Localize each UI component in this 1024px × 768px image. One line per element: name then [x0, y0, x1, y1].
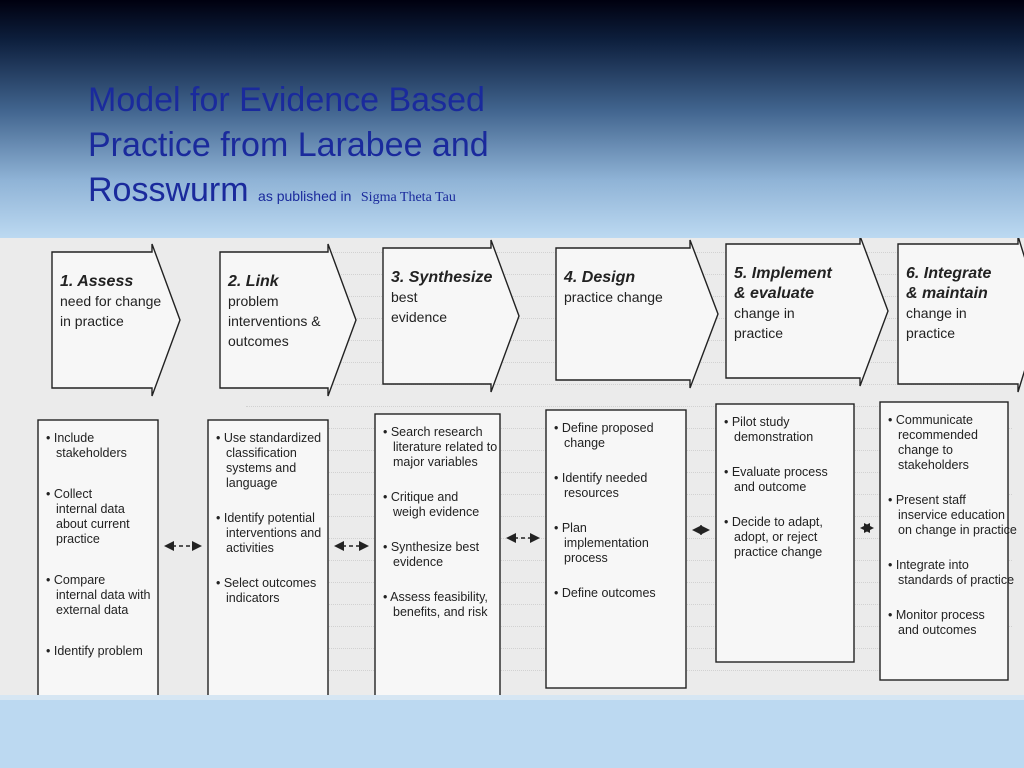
- step-1-item-text: internal data with: [56, 588, 151, 602]
- step-4-item-text: • Define proposed: [554, 421, 654, 435]
- step-title-6: 6. Integrate: [906, 265, 992, 282]
- title-line-1: Model for Evidence Based: [88, 81, 485, 119]
- step-3-item-text: literature related to: [393, 440, 498, 454]
- step-6-item-text: inservice education: [898, 508, 1006, 522]
- step-desc-2: outcomes: [228, 333, 289, 349]
- step-desc-6: change in: [906, 305, 967, 321]
- step-3-item-text: evidence: [393, 555, 444, 569]
- step-2-item-text: activities: [226, 541, 274, 555]
- step-desc-5: practice: [734, 325, 784, 341]
- connector-left-arrowhead: [164, 541, 174, 551]
- step-6-item-text: • Communicate: [888, 413, 973, 427]
- step-desc-3: evidence: [391, 309, 448, 325]
- step-3-item-text: weigh evidence: [393, 505, 480, 519]
- step-desc-1: in practice: [60, 313, 124, 329]
- connector-left-arrowhead: [506, 533, 516, 543]
- step-desc-4: practice change: [564, 289, 663, 305]
- connector-left-arrowhead: [334, 541, 344, 551]
- step-3-item-text: • Synthesize best: [383, 540, 480, 554]
- step-5-item-text: practice change: [734, 545, 823, 559]
- step-1-item-text: • Compare: [46, 573, 106, 587]
- step-title-1: 1. Assess: [60, 273, 134, 290]
- step-desc-2: interventions &: [228, 313, 321, 329]
- step-6-item-text: • Monitor process: [888, 608, 985, 622]
- step-2-item-text: classification: [226, 446, 297, 460]
- ebp-model-diagram: [0, 238, 1024, 700]
- connector-right-arrowhead: [359, 541, 369, 551]
- title-as-published: as published in: [258, 188, 352, 204]
- step-desc-1: need for change: [60, 293, 162, 309]
- step-1-item-text: • Collect: [46, 487, 93, 501]
- step-desc-2: problem: [228, 293, 279, 309]
- step-3-item-text: • Critique and: [383, 490, 459, 504]
- step-4-item-text: resources: [564, 486, 619, 500]
- step-4-item-text: process: [564, 551, 608, 565]
- step-3-item-text: major variables: [393, 455, 478, 469]
- step-1-item-text: external data: [56, 603, 129, 617]
- step-title-line2-5: & evaluate: [734, 285, 815, 302]
- step-1-item-text: stakeholders: [56, 446, 127, 460]
- step-4-item-text: • Define outcomes: [554, 586, 656, 600]
- step-6-item-text: on change in practice: [898, 523, 1017, 537]
- step-6-item-text: change to: [898, 443, 953, 457]
- step-6-item-text: recommended: [898, 428, 978, 442]
- step-2-item-text: indicators: [226, 591, 280, 605]
- step-desc-5: change in: [734, 305, 795, 321]
- connector-right-arrowhead: [700, 525, 710, 535]
- step-2-item-text: language: [226, 476, 278, 490]
- step-title-5: 5. Implement: [734, 265, 832, 282]
- title-line-2: Practice from Larabee and: [88, 126, 489, 164]
- step-2-item-text: • Use standardized: [216, 431, 322, 445]
- step-1-item-text: practice: [56, 532, 100, 546]
- step-6-item-text: • Present staff: [888, 493, 966, 507]
- step-5-item-text: demonstration: [734, 430, 814, 444]
- step-3-item-text: • Search research: [383, 425, 483, 439]
- step-3-item-text: benefits, and risk: [393, 605, 488, 619]
- step-title-3: 3. Synthesize: [391, 269, 493, 286]
- step-3-item-text: • Assess feasibility,: [383, 590, 488, 604]
- step-desc-3: best: [391, 289, 418, 305]
- step-2-item-text: interventions and: [226, 526, 322, 540]
- step-4-item-text: • Plan: [554, 521, 587, 535]
- connector-right-arrowhead: [192, 541, 202, 551]
- step-arrow-4: [556, 240, 718, 388]
- step-2-item-text: • Identify potential: [216, 511, 315, 525]
- scanned-figure: [0, 238, 1024, 700]
- step-1-item-text: internal data: [56, 502, 125, 516]
- step-2-item-text: systems and: [226, 461, 297, 475]
- step-6-item-text: stakeholders: [898, 458, 969, 472]
- step-5-item-text: • Pilot study: [724, 415, 790, 429]
- step-5-item-text: adopt, or reject: [734, 530, 818, 544]
- step-6-item-text: standards of practice: [898, 573, 1015, 587]
- step-2-item-text: • Select outcomes: [216, 576, 317, 590]
- step-6-item-text: • Integrate into: [888, 558, 969, 572]
- step-6-item-text: and outcomes: [898, 623, 977, 637]
- step-4-item-text: implementation: [564, 536, 649, 550]
- connector-right-arrowhead: [530, 533, 540, 543]
- step-title-4: 4. Design: [564, 269, 636, 286]
- step-4-item-text: • Identify needed: [554, 471, 648, 485]
- slide-footer-band: [0, 700, 1024, 768]
- step-5-item-text: • Decide to adapt,: [724, 515, 823, 529]
- step-5-item-text: • Evaluate process: [724, 465, 828, 479]
- step-title-2: 2. Link: [228, 273, 279, 290]
- step-1-item-text: • Include: [46, 431, 95, 445]
- title-line-3: [88, 168, 648, 220]
- step-1-item-text: • Identify problem: [46, 644, 143, 658]
- slide-title: [88, 78, 648, 220]
- step-4-item-text: change: [564, 436, 606, 450]
- step-title-line2-6: & maintain: [906, 285, 988, 302]
- step-1-item-text: about current: [56, 517, 130, 531]
- step-5-item-text: and outcome: [734, 480, 807, 494]
- title-rosswurm: Rosswurm: [88, 171, 249, 209]
- title-journal: Sigma Theta Tau: [360, 190, 456, 205]
- step-desc-6: practice: [906, 325, 956, 341]
